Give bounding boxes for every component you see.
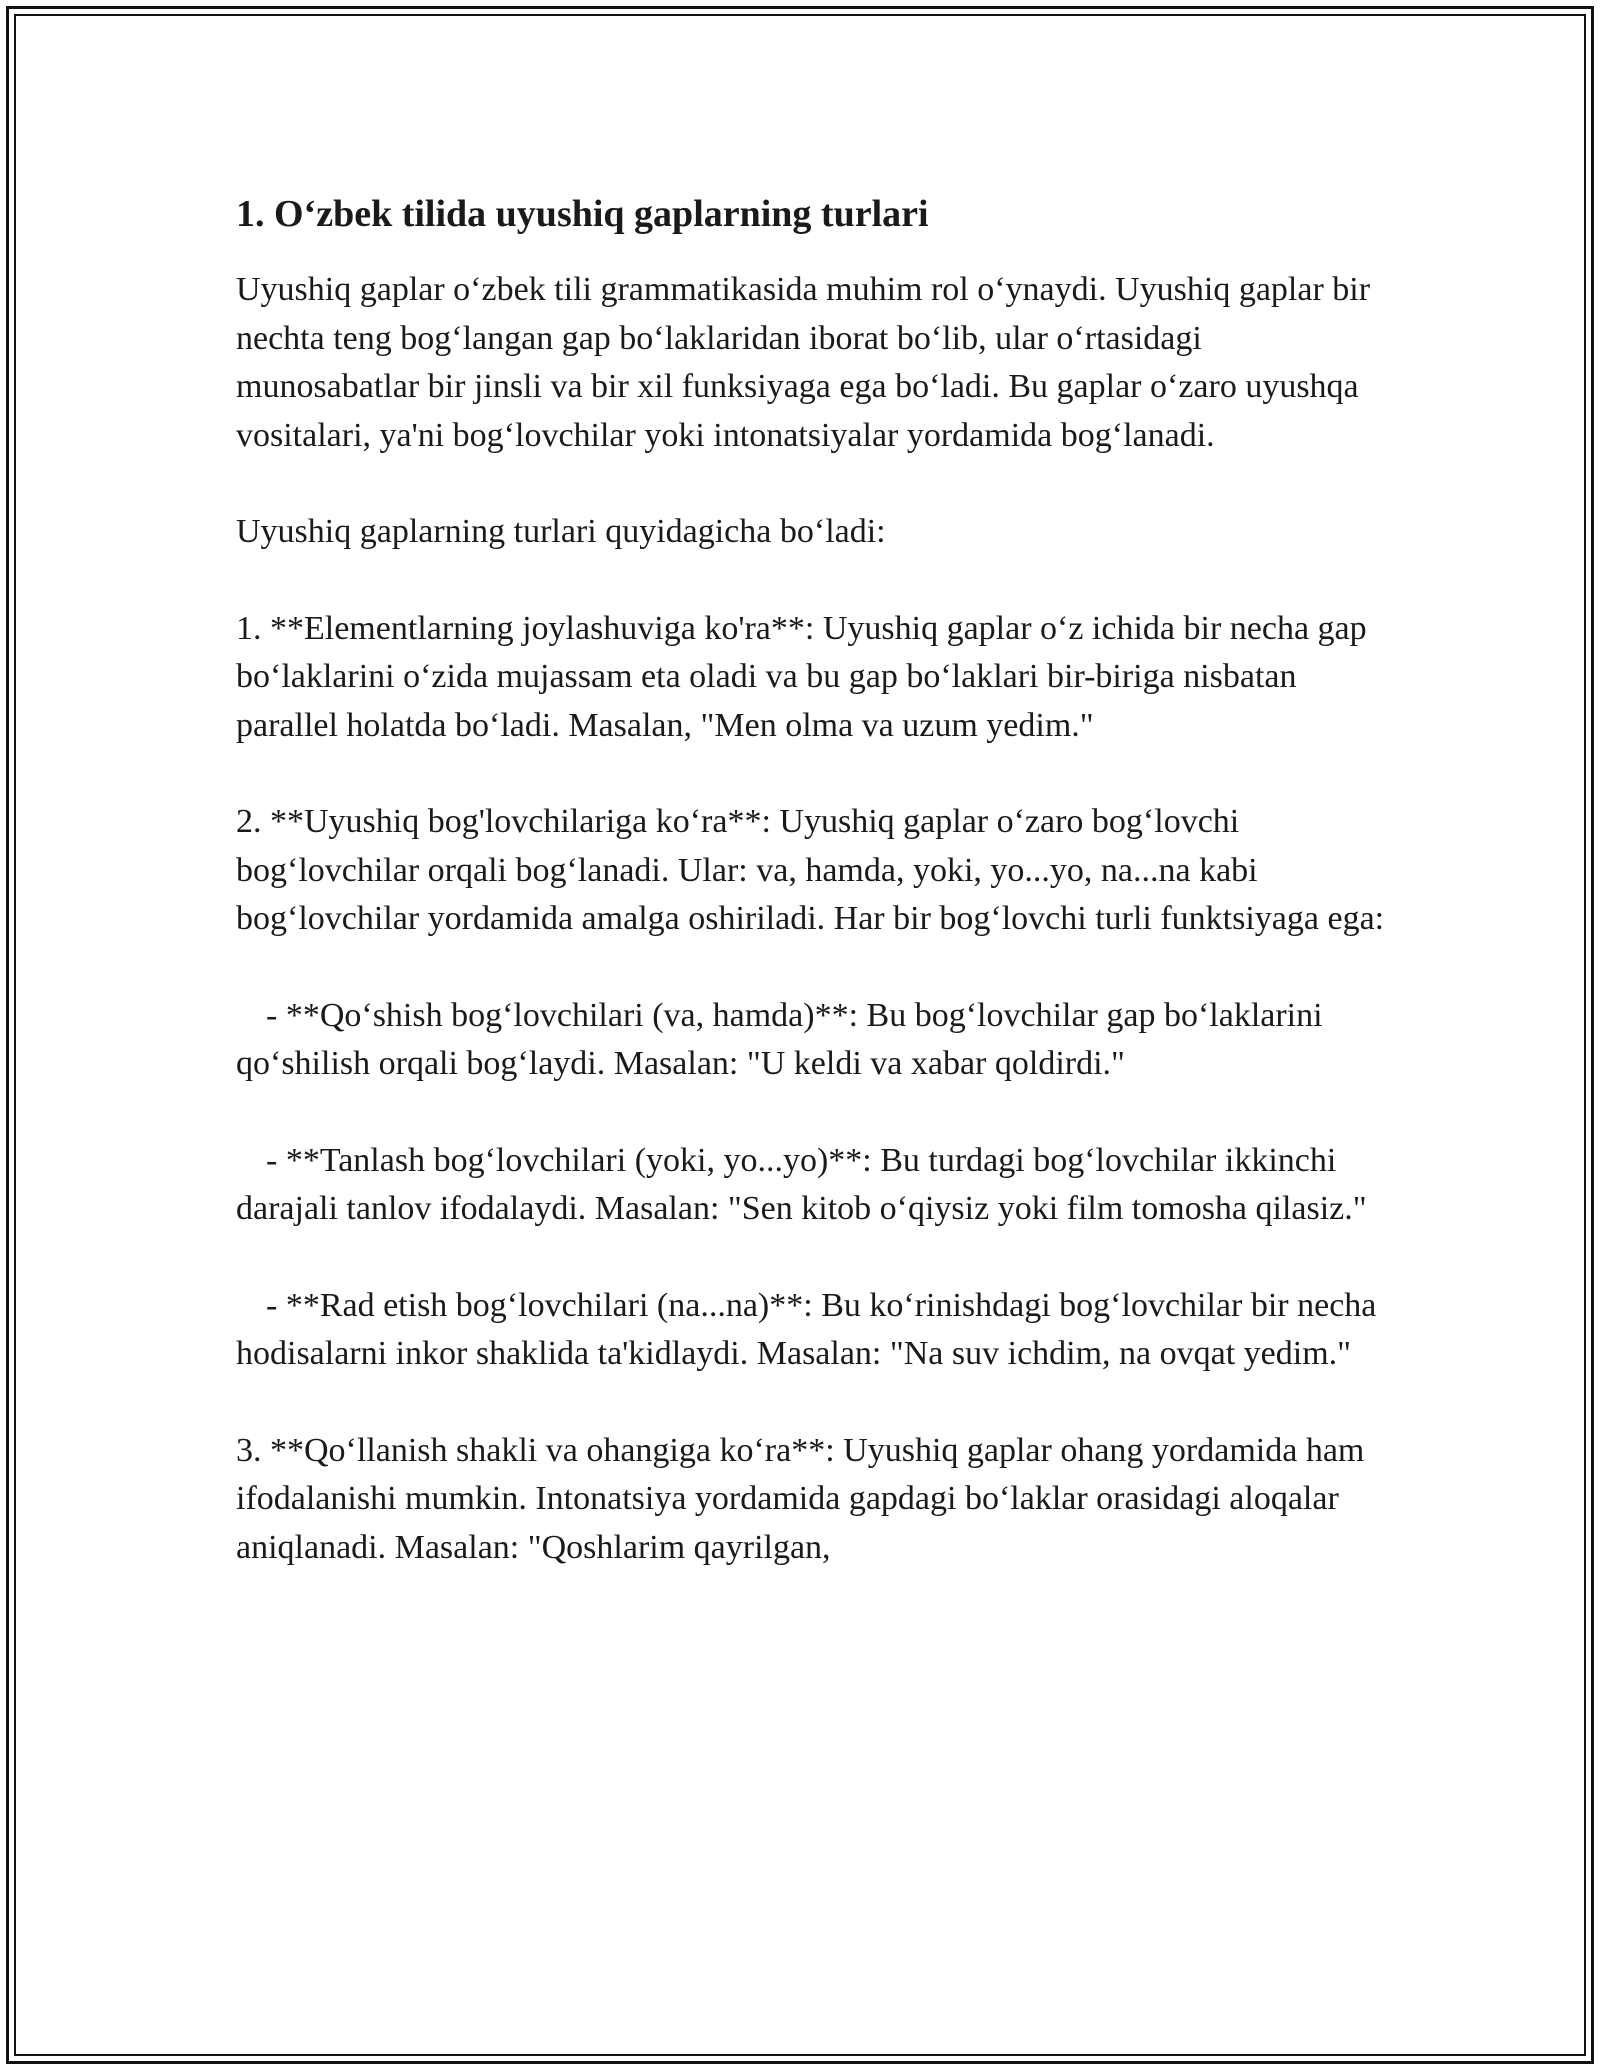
types-lead-paragraph: Uyushiq gaplarning turlari quyidagicha bo‘ladi: bbox=[236, 513, 886, 550]
list-item-2: 2. **Uyushiq bog'lovchilariga ko‘ra**: Uyushiq gaplar o‘zaro bog‘lovchi bog‘lovchilar orqali bog‘lanadi. Ular: va, hamda, yoki, yo...yo, na...na kabi bog‘lovchilar yordamida amalga oshiriladi. Har bir bog‘lovchi turli funktsiyaga ega: bbox=[236, 803, 1385, 937]
sub-item-qoshish: - **Qo‘shish bog‘lovchilari (va, hamda)**: Bu bog‘lovchilar gap bo‘laklarini qo‘shilish orqali bog‘laydi. Masalan: "U keldi va xabar qoldirdi." bbox=[236, 996, 1323, 1082]
sub-item-tanlash: - **Tanlash bog‘lovchilari (yoki, yo...yo)**: Bu turdagi bog‘lovchilar ikkinchi darajali tanlov ifodalaydi. Masalan: "Sen kitob o‘qiysiz yoki film tomosha qilasiz." bbox=[236, 1141, 1367, 1227]
sub-item-rad-etish: - **Rad etish bog‘lovchilari (na...na)**: Bu ko‘rinishdagi bog‘lovchilar bir necha hodisalarni inkor shaklida ta'kidlaydi. Masalan: "Na suv ichdim, na ovqat yedim." bbox=[236, 1286, 1377, 1372]
document-title: 1. O‘zbek tilida uyushiq gaplarning turlari bbox=[236, 193, 929, 235]
list-item-1: 1. **Elementlarning joylashuviga ko'ra**: Uyushiq gaplar o‘z ichida bir necha gap bo‘laklarini o‘zida mujassam eta oladi va bu gap bo‘laklari bir-biriga nisbatan parallel holatda bo‘ladi. Masalan, "Men olma va uzum yedim." bbox=[236, 609, 1367, 744]
document-body bbox=[236, 188, 1386, 1572]
list-item-3: 3. **Qo‘llanish shakli va ohangiga ko‘ra**: Uyushiq gaplar ohang yordamida ham ifodalanishi mumkin. Intonatsiya yordamida gapdagi bo‘laklar orasidagi aloqalar aniqlanadi. Masalan: "Qoshlarim qayrilgan, bbox=[236, 1431, 1365, 1566]
intro-paragraph: Uyushiq gaplar o‘zbek tili grammatikasida muhim rol o‘ynaydi. Uyushiq gaplar bir nechta teng bog‘langan gap bo‘laklaridan iborat bo‘lib, ular o‘rtasidagi munosabatlar bir jinsli va bir xil funksiyaga ega bo‘ladi. Bu gaplar o‘zaro uyushqa vositalari, ya'ni bog‘lovchilar yoki intonatsiyalar yordamida bog‘lanadi. bbox=[236, 271, 1371, 454]
